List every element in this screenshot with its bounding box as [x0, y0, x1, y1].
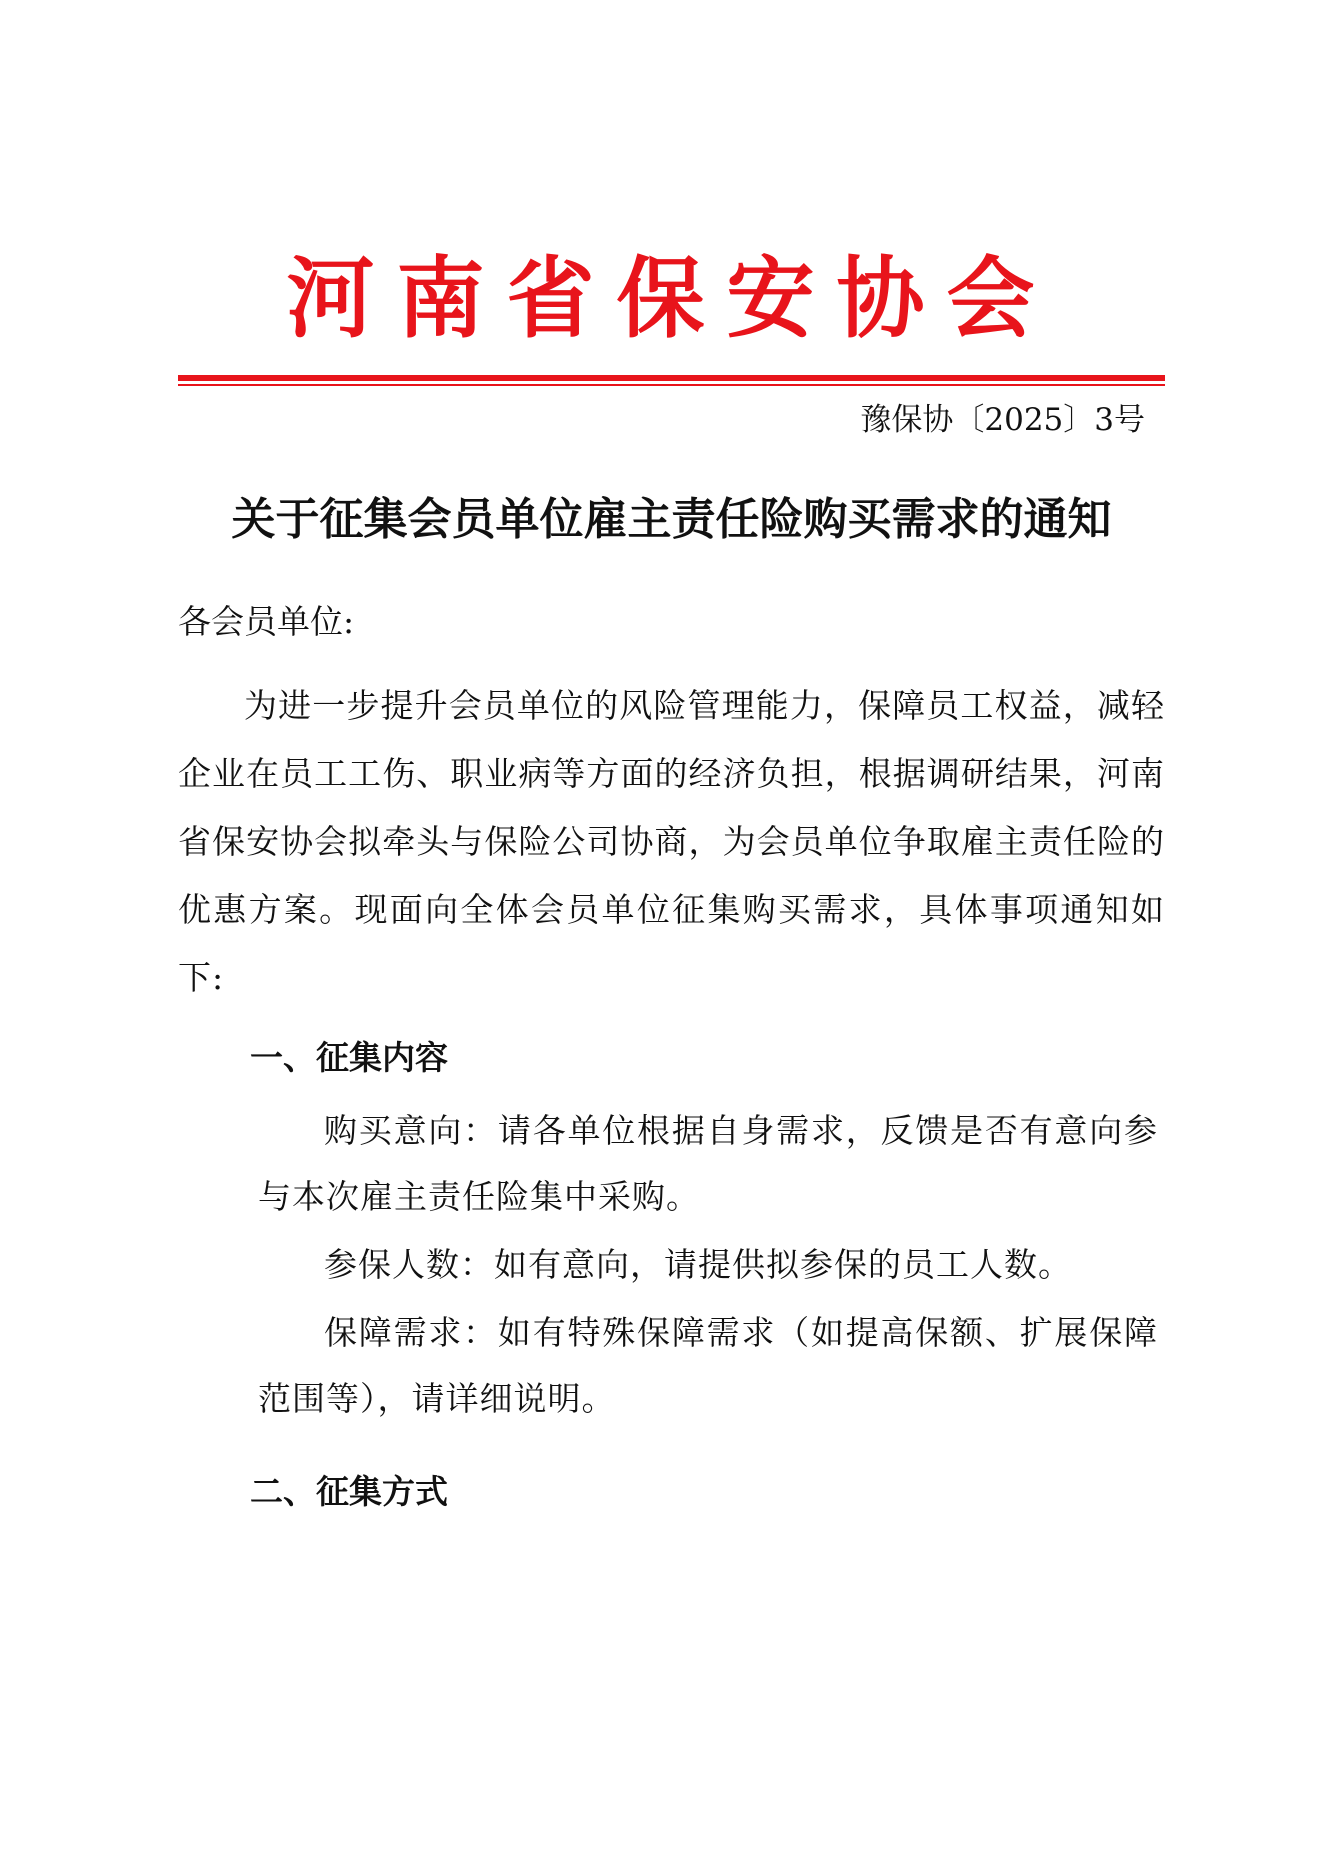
- letterhead-divider-thin: [178, 384, 1165, 386]
- document-title: 关于征集会员单位雇主责任险购买需求的通知: [231, 494, 1112, 545]
- document-number: 豫保协〔2025〕3号: [860, 402, 1145, 438]
- intro-paragraph: 为进一步提升会员单位的风险管理能力，保障员工权益，减轻企业在员工工伤、职业病等方面的经济负担，根据调研结果，河南省保安协会拟牵头与保险公司协商，为会员单位争取雇主责任险的优惠方案。现面向全体会员单位征集购买需求，具体事项通知如下:: [178, 686, 1165, 997]
- letterhead-divider-thick: [178, 375, 1165, 381]
- section-heading-collection-content: 一、征集内容: [250, 1038, 448, 1077]
- salutation: 各会员单位:: [178, 602, 355, 641]
- item-coverage-needs: 保障需求：如有特殊保障需求（如提高保额、扩展保障范围等），请详细说明。: [258, 1313, 1158, 1418]
- item-purchase-intent: 购买意向：请各单位根据自身需求，反馈是否有意向参与本次雇主责任险集中采购。: [258, 1111, 1158, 1216]
- item-insured-count: 参保人数：如有意向，请提供拟参保的员工人数。: [324, 1245, 1072, 1284]
- section-heading-collection-method: 二、征集方式: [250, 1472, 448, 1511]
- organization-letterhead: 河南省保安协会: [286, 246, 1057, 350]
